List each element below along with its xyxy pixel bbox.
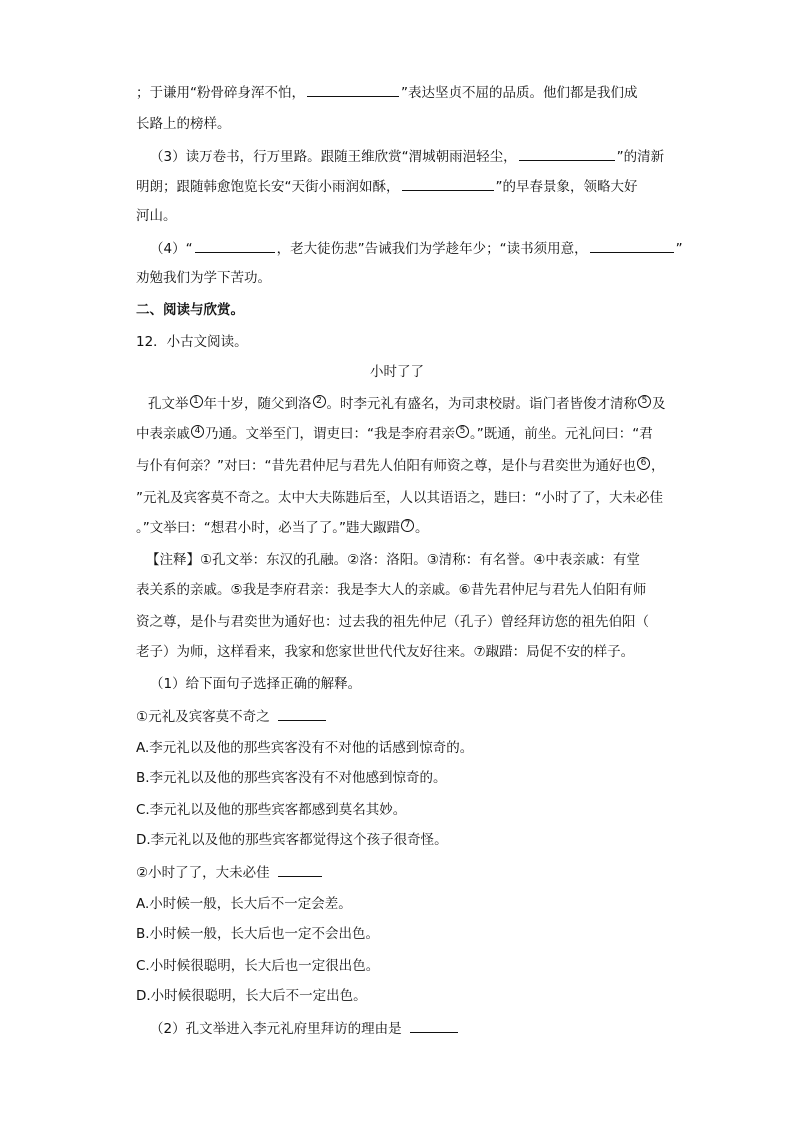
answer-blank[interactable] bbox=[278, 862, 322, 877]
text: ” bbox=[675, 241, 683, 257]
answer-blank[interactable] bbox=[307, 82, 399, 97]
question-number: 12．小古文阅读。 bbox=[136, 334, 248, 350]
text: （3）读万卷书，行万里路。跟随王维欣赏“渭城朝雨浥轻尘， bbox=[150, 149, 517, 165]
sub-question bbox=[136, 706, 328, 727]
passage-line bbox=[136, 456, 665, 476]
footnote-marker: 4 bbox=[191, 425, 204, 438]
option[interactable]: A.李元礼以及他的那些宾客没有不对他的话感到惊奇的。 bbox=[136, 740, 474, 756]
text: 。”既通，前坐。元礼问曰：“君 bbox=[470, 426, 653, 442]
text: （2）孔文举进入李元礼府里拜访的理由是 bbox=[150, 1021, 402, 1037]
answer-blank[interactable] bbox=[278, 706, 326, 721]
text: 年十岁，随父到洛 bbox=[203, 396, 312, 412]
passage-line bbox=[136, 518, 428, 538]
text-line bbox=[136, 82, 638, 103]
section-heading: 二、阅读与欣赏。 bbox=[136, 302, 244, 318]
answer-blank[interactable] bbox=[410, 1018, 458, 1033]
text: ；于谦用“粉骨碎身浑不怕， bbox=[136, 85, 305, 101]
text-line: 长路上的榜样。 bbox=[136, 116, 231, 132]
text: 。 bbox=[414, 520, 429, 536]
text-line bbox=[136, 176, 638, 197]
footnote-marker: 1 bbox=[190, 395, 203, 408]
text: ②小时了了，大未必佳 bbox=[136, 865, 270, 881]
text: 中表亲戚 bbox=[136, 426, 190, 442]
text: 明朗；跟随韩愈饱览长安“天街小雨润如酥， bbox=[136, 179, 400, 195]
option[interactable]: A.小时候一般，长大后不一定会差。 bbox=[136, 896, 352, 912]
text-line: 劝勉我们为学下苦功。 bbox=[136, 270, 271, 286]
text: 及 bbox=[652, 396, 666, 412]
text: 。时李元礼有盛名，为司隶校尉。诣门者皆俊才清称 bbox=[326, 396, 637, 412]
text: 与仆有何亲？”对曰：“昔先君仲尼与君先人伯阳有师资之尊，是仆与君奕世为通好也 bbox=[136, 458, 636, 474]
answer-blank[interactable] bbox=[402, 176, 494, 191]
question-prompt bbox=[150, 1018, 460, 1039]
option[interactable]: B.李元礼以及他的那些宾客没有不对他感到惊奇的。 bbox=[136, 770, 447, 786]
passage-line bbox=[136, 424, 653, 444]
text-line bbox=[150, 238, 683, 259]
text-line bbox=[150, 146, 664, 167]
option[interactable]: C.李元礼以及他的那些宾客都感到莫名其妙。 bbox=[136, 802, 407, 818]
passage-title: 小时了了 bbox=[370, 364, 424, 380]
passage-line: ”元礼及宾客莫不奇之。太中大夫陈韪后至，人以其语语之，韪曰：“小时了了，大未必佳 bbox=[136, 490, 663, 506]
passage-line bbox=[148, 394, 666, 414]
option[interactable]: D.小时候很聪明，长大后不一定出色。 bbox=[136, 988, 367, 1004]
option[interactable]: C.小时候很聪明，长大后也一定很出色。 bbox=[136, 958, 380, 974]
text: 。”文举曰：“想君小时，必当了了。”韪大踧踖 bbox=[136, 520, 400, 536]
annotation-line: 【注释】①孔文举：东汉的孔融。②洛：洛阳。③清称：有名誉。④中表亲戚：有堂 bbox=[146, 552, 640, 568]
text: ”表达坚贞不屈的品质。他们都是我们成 bbox=[401, 85, 638, 101]
option[interactable]: D.李元礼以及他的那些宾客都觉得这个孩子很奇怪。 bbox=[136, 832, 448, 848]
text: ①元礼及宾客莫不奇之 bbox=[136, 709, 270, 725]
footnote-marker: 5 bbox=[456, 425, 469, 438]
answer-blank[interactable] bbox=[519, 146, 615, 161]
footnote-marker: 5 bbox=[638, 395, 651, 408]
text: ， bbox=[651, 458, 665, 474]
text: 乃通。文举至门，谓吏曰：“我是李府君亲 bbox=[205, 426, 455, 442]
text: ”的清新 bbox=[616, 149, 665, 165]
footnote-marker: 7 bbox=[401, 519, 414, 532]
footnote-marker: 6 bbox=[637, 457, 650, 470]
sub-question bbox=[136, 862, 324, 883]
annotation-line: 老子）为师，这样看来，我家和您家世世代代友好往来。⑦踧踖：局促不安的样子。 bbox=[136, 644, 635, 660]
text: ”的早春景象，领略大好 bbox=[495, 179, 638, 195]
text-line: 河山。 bbox=[136, 208, 177, 224]
text: ，老大徒伤悲”告诫我们为学趁年少；“读书须用意， bbox=[276, 241, 588, 257]
annotation-line: 表关系的亲戚。⑤我是李府君亲：我是李大人的亲戚。⑥昔先君仲尼与君先人伯阳有师 bbox=[136, 582, 647, 598]
option[interactable]: B.小时候一般，长大后也一定不会出色。 bbox=[136, 926, 380, 942]
text: 孔文举 bbox=[148, 396, 189, 412]
text: （4）“ bbox=[150, 241, 193, 257]
question-prompt: （1）给下面句子选择正确的解释。 bbox=[150, 676, 362, 692]
answer-blank[interactable] bbox=[195, 238, 275, 253]
footnote-marker: 2 bbox=[313, 395, 326, 408]
answer-blank[interactable] bbox=[590, 238, 674, 253]
annotation-line: 资之尊，是仆与君奕世为通好也：过去我的祖先仲尼（孔子）曾经拜访您的祖先伯阳（ bbox=[136, 614, 649, 630]
